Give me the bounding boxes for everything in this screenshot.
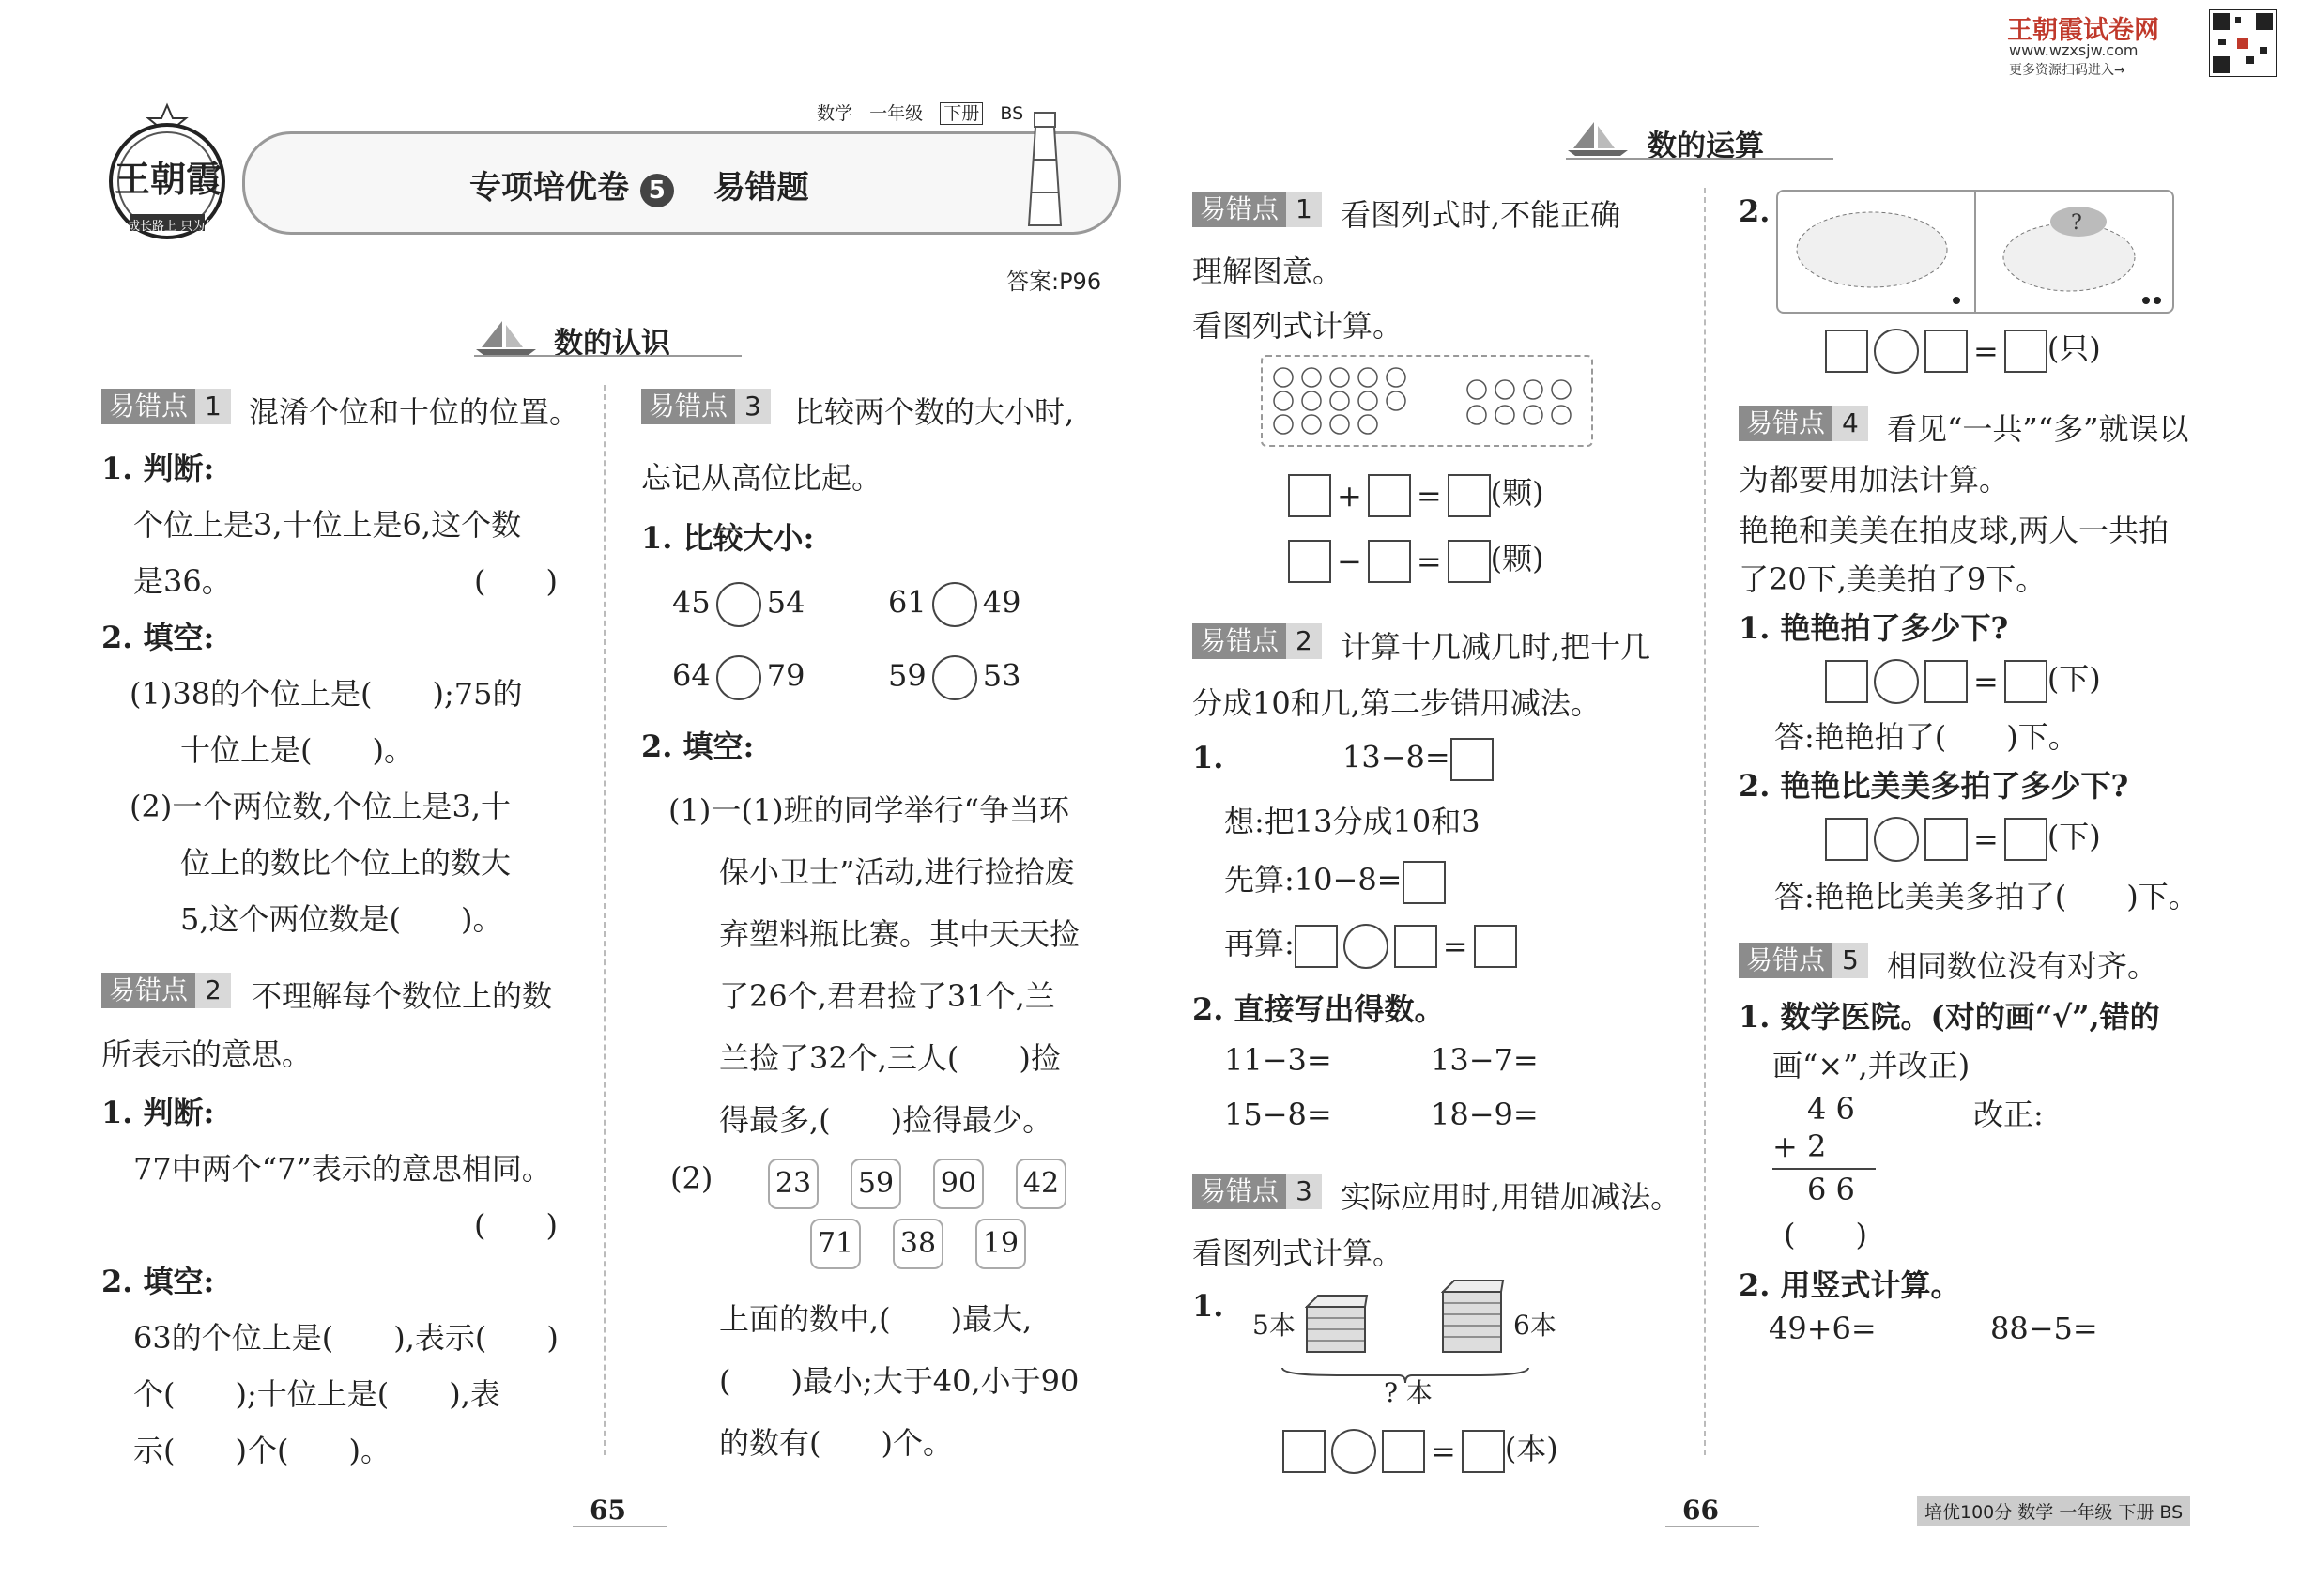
number-card: 90 [933,1159,984,1209]
number-card: 19 [975,1219,1026,1269]
column-divider [604,385,606,1455]
error-point-text: 分成10和几,第二步错用减法。 [1192,685,1601,721]
books-right-label: 6本 [1513,1310,1556,1341]
sailboat-icon [474,319,540,357]
error-point-text: 忘记从高位比起。 [641,460,882,496]
question-text: 是36。 [133,563,232,599]
calc-item: 18−9= [1431,1097,1539,1132]
error-point-text: 看见“一共”“多”就误以 [1887,411,2189,447]
books-left-label: 5本 [1252,1310,1296,1341]
question-label: 1. [1192,1288,1224,1324]
compare-circle[interactable] [932,582,977,627]
answer-box[interactable] [1924,330,1968,373]
question-title: 2. 填空: [101,620,215,655]
question-text: 了26个,君君捡了31个,兰 [719,978,1055,1014]
answer-box[interactable] [1474,925,1517,968]
error-point-tag: 易错点 2 [1192,623,1322,659]
question-text: 63的个位上是( ),表示( ) [133,1320,559,1356]
vertical-calc-line [1772,1168,1876,1170]
vertical-calc-top: 4 6 [1807,1091,1855,1127]
question-text: 保小卫士”活动,进行捡拾废 [719,854,1075,890]
error-point-text: 理解图意。 [1192,253,1343,289]
answer-box[interactable] [1825,660,1868,703]
answer-box[interactable] [2004,818,2047,861]
compare-circle[interactable] [716,582,761,627]
logo-name: 王朝霞 [115,159,222,200]
subject-meta: 数学 一年级 下册 BS [817,103,1024,124]
error-point-text: 不理解每个数位上的数 [252,978,553,1014]
question-title: 2. 直接写出得数。 [1192,991,1445,1027]
answer-box[interactable] [1368,474,1411,517]
compare-item: 61 49 [888,582,1020,627]
books-total-label: ? 本 [1384,1377,1433,1408]
books-icon [1305,1294,1369,1354]
page-number: 65 [590,1495,626,1526]
question-text: 个位上是3,十位上是6,这个数 [133,507,522,543]
operator-circle[interactable] [1874,659,1919,704]
answer-box[interactable] [2004,330,2047,373]
compare-item: 59 53 [888,655,1020,700]
question-text: 上面的数中,( )最大, [719,1301,1033,1337]
compare-circle[interactable] [932,655,977,700]
equation-subtract: − = (颗) [1288,535,1544,583]
answer-box[interactable] [1462,1430,1505,1473]
sailboat-icon [1566,120,1632,158]
hint-step: 再算: = [1224,920,1517,969]
qr-code-icon [2209,9,2277,77]
calc-item: 49+6= [1769,1311,1877,1346]
question-title: 1. 比较大小: [641,520,815,556]
number-card: 59 [851,1159,901,1209]
question-text: 的数有( )个。 [719,1425,953,1461]
question-text: (1)38的个位上是( );75的 [130,676,523,712]
question-text: 5,这个两位数是( )。 [180,901,503,937]
question-title: 1. 判断: [101,1095,215,1130]
error-point-tag: 易错点 3 [1192,1174,1322,1209]
hint-step: 先算:10−8= [1224,856,1446,904]
vertical-calc-mid: + 2 [1772,1128,1827,1164]
question-label: (2) [670,1160,713,1196]
section-title-right: 数的运算 [1648,130,1764,163]
answer-box[interactable] [1288,474,1331,517]
calc-item: 88−5= [1990,1311,2098,1346]
compare-item: 45 54 [672,582,805,627]
question-text: 画“×”,并改正) [1772,1048,1970,1083]
answer-box[interactable] [1825,330,1868,373]
error-point-text: 看图列式时,不能正确 [1341,197,1621,233]
equation: = (下) [1825,655,2101,704]
answer-box[interactable] [1448,474,1491,517]
question-text: 得最多,( )捡得最少。 [719,1102,1053,1138]
answer-box[interactable] [1403,861,1446,904]
equation-add: + = (颗) [1288,469,1544,517]
compare-circle[interactable] [716,655,761,700]
question-text: (1)一(1)班的同学举行“争当环 [668,792,1070,828]
answer-paren[interactable]: ( ) [474,563,558,599]
question-title: 1. 判断: [101,451,215,486]
section-underline [1566,158,1833,160]
answer-box[interactable] [1924,818,1968,861]
answer-box[interactable] [1394,925,1437,968]
answer-box[interactable] [1448,540,1491,583]
error-point-tag: 易错点 1 [101,389,231,424]
operator-circle[interactable] [1331,1429,1376,1474]
story-text: 艳艳和美美在拍皮球,两人一共拍 [1739,513,2170,548]
question-text: 1. 艳艳拍了多少下? [1739,610,2009,646]
brand-url: www.wzxsjw.com [2009,41,2139,59]
question-text: 示( )个( )。 [133,1433,391,1468]
calc-item: 15−8= [1224,1097,1332,1132]
question-text: 2. 艳艳比美美多拍了多少下? [1739,768,2129,804]
question-text: 弃塑料瓶比赛。其中天天捡 [719,916,1081,952]
section-title-left: 数的认识 [554,327,670,361]
compare-item: 64 79 [672,655,805,700]
equation: = (只) [1825,325,2101,374]
number-card: 42 [1016,1159,1066,1209]
question-text: (2)一个两位数,个位上是3,十 [130,789,512,824]
error-point-tag: 易错点 2 [101,973,231,1008]
birds-picture [1776,190,2174,314]
operator-circle[interactable] [1874,817,1919,862]
page-number: 66 [1682,1495,1719,1526]
answer-paren[interactable]: ( ) [474,1207,558,1243]
paper-topic: 易错题 [713,169,809,207]
error-point-text: 计算十几减几时,把十几 [1341,629,1651,665]
instruction: 看图列式计算。 [1192,1235,1403,1271]
error-point-text: 比较两个数的大小时, [794,394,1075,430]
answer-box[interactable] [1382,1430,1425,1473]
error-point-tag: 易错点 1 [1192,192,1322,227]
page-number-swash [573,1526,667,1527]
error-point-text: 所表示的意思。 [101,1036,313,1072]
column-divider [1704,188,1706,1455]
number-card: 71 [810,1219,861,1269]
calc-item: 13−7= [1431,1042,1539,1078]
calc-item: 11−3= [1224,1042,1332,1078]
error-point-tag: 易错点 3 [641,389,771,424]
question-text: 个( );十位上是( ),表 [133,1376,500,1412]
hint-text: 想:把13分成10和3 [1224,804,1480,839]
answer-text: 答:艳艳比美美多拍了( )下。 [1774,879,2199,914]
error-point-tag: 易错点 4 [1739,406,1868,441]
operator-circle[interactable] [1343,924,1388,969]
equation: 13−8= [1342,738,1494,781]
paper-title: 专项培优卷 5 易错题 [469,169,809,207]
question-text: 1. 数学医院。(对的画“√”,错的 [1739,999,2160,1035]
question-title: 2. 填空: [101,1264,215,1299]
answer-box[interactable] [1368,540,1411,583]
answer-text: 答:艳艳拍了( )下。 [1774,719,2078,755]
answer-paren[interactable]: ( ) [1784,1217,1867,1252]
question-text: ( )最小;大于40,小于90 [719,1363,1080,1399]
total-brace [1280,1356,1530,1374]
answer-box[interactable] [1288,540,1331,583]
question-title: 2. 填空: [641,729,755,764]
answer-box[interactable] [2004,660,2047,703]
question-text: 2. 用竖式计算。 [1739,1267,1961,1303]
question-text: 77中两个“7”表示的意思相同。 [133,1151,552,1187]
question-text: 位上的数比个位上的数大 [180,845,512,881]
error-point-tag: 易错点 5 [1739,943,1868,978]
strawberries-picture [1261,355,1593,447]
page-number-swash [1665,1526,1759,1527]
lighthouse-icon [1021,103,1068,230]
paper-number: 5 [640,174,674,207]
answer-box[interactable] [1924,660,1968,703]
error-point-text: 实际应用时,用错加减法。 [1341,1179,1681,1215]
error-point-text: 混淆个位和十位的位置。 [249,394,580,430]
correction-label: 改正: [1973,1097,2044,1132]
answer-box[interactable] [1282,1430,1326,1473]
answer-ref: 答案:P96 [1006,269,1102,295]
error-point-text: 相同数位没有对齐。 [1887,948,2158,984]
question-text: 十位上是( )。 [180,732,414,768]
vertical-calc-result: 6 6 [1807,1172,1855,1207]
answer-box[interactable] [1825,818,1868,861]
brand-note: 更多资源扫码进入→ [2009,63,2125,78]
footer-label: 培优100分 数学 一年级 下册 BS [1917,1496,2190,1526]
question-text: 兰捡了32个,三人( )捡 [719,1040,1061,1076]
number-card: 23 [768,1159,819,1209]
answer-box[interactable] [1295,925,1338,968]
logo-slogan: 成长路上 只为你 [128,220,218,234]
section-underline [474,355,742,357]
question-label: 1. [1192,740,1224,775]
instruction: 看图列式计算。 [1192,308,1403,344]
svg-text:?: ? [2071,211,2082,235]
brand: 王朝霞试卷网 [2007,16,2159,45]
equation: = (下) [1825,813,2101,862]
number-card: 38 [893,1219,943,1269]
answer-box[interactable] [1450,738,1494,781]
books-icon [1441,1279,1505,1354]
story-text: 了20下,美美拍了9下。 [1739,561,2047,597]
error-point-text: 为都要用加法计算。 [1739,462,2010,498]
equation: = (本) [1282,1425,1558,1474]
operator-circle[interactable] [1874,329,1919,374]
question-label: 2. [1739,193,1771,229]
